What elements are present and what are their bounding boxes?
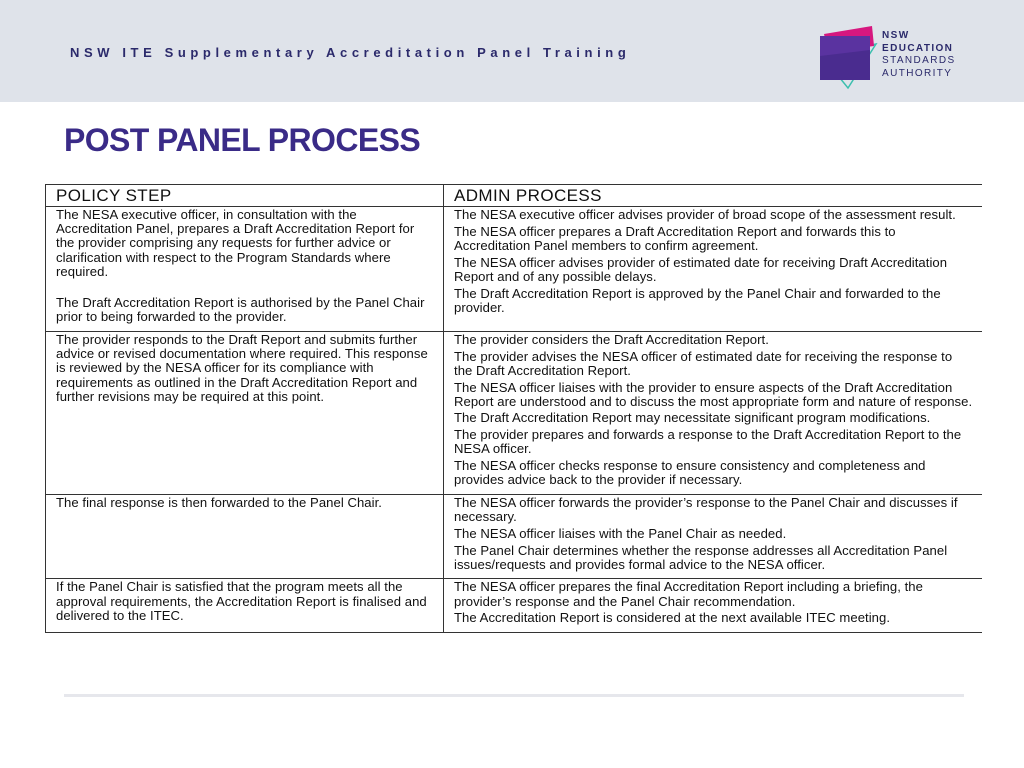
admin-text: The NESA officer forwards the provider’s response to the Panel Chair and discusses if necessary.: [454, 494, 958, 525]
logo-line: NSW: [882, 30, 910, 41]
process-table: [45, 184, 982, 633]
slide-header: [0, 0, 1024, 102]
admin-text: The NESA executive officer advises provider of broad scope of the assessment result.: [454, 207, 956, 222]
page-title: POST PANEL PROCESS: [64, 122, 421, 158]
policy-text: The NESA executive officer, in consultation with the Accreditation Panel, prepares a Draft Accreditation Report for the provider comprising any requests for further advice or clarification with respect to the Program Standards where required.: [56, 207, 415, 279]
table-row: [46, 207, 983, 332]
policy-step-cell: [46, 207, 444, 332]
admin-text: The provider advises the NESA officer of estimated date for receiving the response to the Draft Accreditation Report.: [454, 348, 953, 378]
nesa-logo-mark-icon: [818, 24, 880, 90]
admin-text: The NESA officer prepares the final Accreditation Report including a briefing, the provider’s response and the Panel Chair recommendation.: [454, 579, 923, 609]
logo-line: EDUCATION: [882, 42, 954, 54]
policy-step-cell: [46, 494, 444, 579]
header-title: NSW ITE Supplementary Accreditation Panel Training: [70, 45, 631, 60]
logo-wordmark: [882, 30, 956, 80]
admin-process-cell: [444, 494, 983, 579]
process-table-container: [45, 184, 982, 692]
admin-process-cell: [444, 579, 983, 633]
admin-text: The Draft Accreditation Report may necessitate significant program modifications.: [454, 410, 931, 426]
admin-process-cell: [444, 207, 983, 332]
nesa-logo: [818, 24, 968, 90]
admin-text: The Draft Accreditation Report is approved by the Panel Chair and forwarded to the provider.: [454, 285, 941, 315]
admin-text: The provider prepares and forwards a response to the Draft Accreditation Report to the NESA officer.: [454, 427, 962, 457]
column-header-admin-process: ADMIN PROCESS: [444, 185, 983, 207]
policy-text: The Draft Accreditation Report is authorised by the Panel Chair prior to being forwarded to the provider.: [56, 295, 425, 325]
table-header-row: [46, 185, 983, 207]
admin-text: The NESA officer checks response to ensure consistency and completeness and provides advice back to the provider if necessary.: [454, 458, 926, 488]
policy-text: The provider responds to the Draft Report and submits further advice or revised documentation where required. This response is reviewed by the NESA officer for its compliance with requirements as outlined in the Draft Accreditation Report and further revisions may be required at this point.: [56, 331, 428, 404]
policy-text: The final response is then forwarded to the Panel Chair.: [56, 494, 382, 510]
table-row: [46, 331, 983, 494]
admin-text: The Accreditation Report is considered at the next available ITEC meeting.: [454, 610, 891, 626]
table-row: [46, 494, 983, 579]
admin-text: The NESA officer advises provider of estimated date for receiving Draft Accreditation Report and of any possible delays.: [454, 254, 948, 284]
admin-process-cell: [444, 331, 983, 494]
admin-text: The provider considers the Draft Accreditation Report.: [454, 331, 769, 347]
logo-line: STANDARDS: [882, 55, 956, 66]
policy-text: If the Panel Chair is satisfied that the program meets all the approval requirements, the Accreditation Report is finalised and delivered to the ITEC.: [56, 579, 427, 623]
admin-text: The NESA officer liaises with the Panel Chair as needed.: [454, 525, 787, 541]
table-row: [46, 579, 983, 633]
policy-step-cell: [46, 579, 444, 633]
logo-line: AUTHORITY: [882, 67, 953, 79]
column-header-policy-step: POLICY STEP: [46, 185, 444, 207]
admin-text: The NESA officer liaises with the provider to ensure aspects of the Draft Accreditation Report are understood and to discuss the most appropriate form and nature of response.: [454, 379, 973, 409]
admin-text: The Panel Chair determines whether the response addresses all Accreditation Panel issues/requests and provides formal advice to the NESA officer.: [454, 542, 948, 572]
admin-text: The NESA officer prepares a Draft Accreditation Report and forwards this to Accreditation Panel members to confirm agreement.: [454, 223, 896, 253]
policy-step-cell: [46, 331, 444, 494]
bottom-divider: [64, 694, 964, 697]
